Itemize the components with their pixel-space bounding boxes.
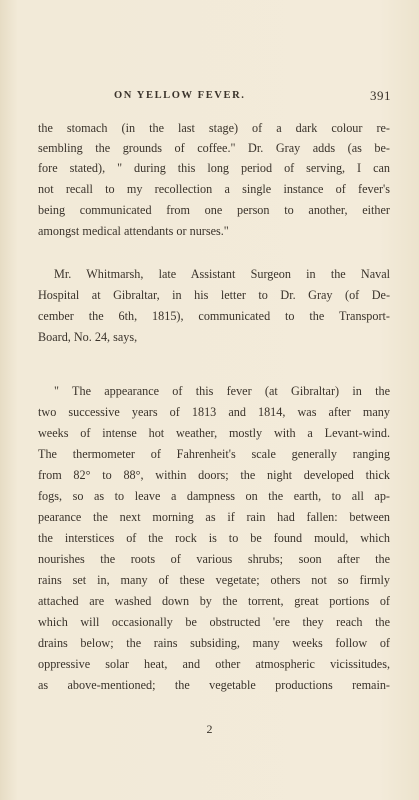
text-line: two successive years of 1813 and 1814, was after many [38,405,390,419]
running-title: ON YELLOW FEVER. [114,90,246,101]
text-line: attached are washed down by the torrent, great portions of [38,594,390,608]
text-line: the stomach (in the last stage) of a dark colour re- [38,121,390,135]
page-number: 391 [370,88,391,103]
text-line: being communicated from one person to another, either [38,203,390,217]
text-line: as above-mentioned; the vegetable productions remain- [38,678,390,692]
text-line: amongst medical attendants or nurses." [38,224,229,238]
text-line: The thermometer of Fahrenheit's scale generally ranging [38,447,390,461]
text-line: from 82° to 88°, within doors; the night developed thick [38,468,390,482]
text-line: oppressive solar heat, and other atmospheric vicissitudes, [38,657,390,671]
text-line: Board, No. 24, says, [38,330,138,344]
text-line: Hospital at Gibraltar, in his letter to Dr. Gray (of De- [38,288,390,302]
text-line: nourishes the roots of various shrubs; soon after the [38,552,390,566]
text-line: the interstices of the rock is to be found mould, which [38,531,390,545]
text-line: fore stated), " during this long period of serving, I can [38,161,390,175]
text-line: drains below; the rains subsiding, many weeks follow of [38,636,390,650]
text-line: not recall to my recollection a single instance of fever's [38,182,390,196]
signature-mark: 2 [206,722,213,736]
text-line: which will occasionally be obstructed 'ere they reach the [38,615,390,629]
text-line: " The appearance of this fever (at Gibraltar) in the [54,384,390,398]
text-line: cember the 6th, 1815), communicated to the Transport- [38,309,390,323]
text-line: pearance the next morning as if rain had fallen: between [38,510,390,524]
text-line: Mr. Whitmarsh, late Assistant Surgeon in the Naval [54,267,390,281]
text-line: weeks of intense hot weather, mostly with a Levant-wind. [38,426,390,440]
running-header [36,88,391,104]
text-line: sembling the grounds of coffee." Dr. Gray adds (as be- [38,141,390,155]
text-line: rains set in, many of these vegetate; others not so firmly [38,573,390,587]
text-line: fogs, so as to leave a dampness on the earth, to all ap- [38,489,390,503]
